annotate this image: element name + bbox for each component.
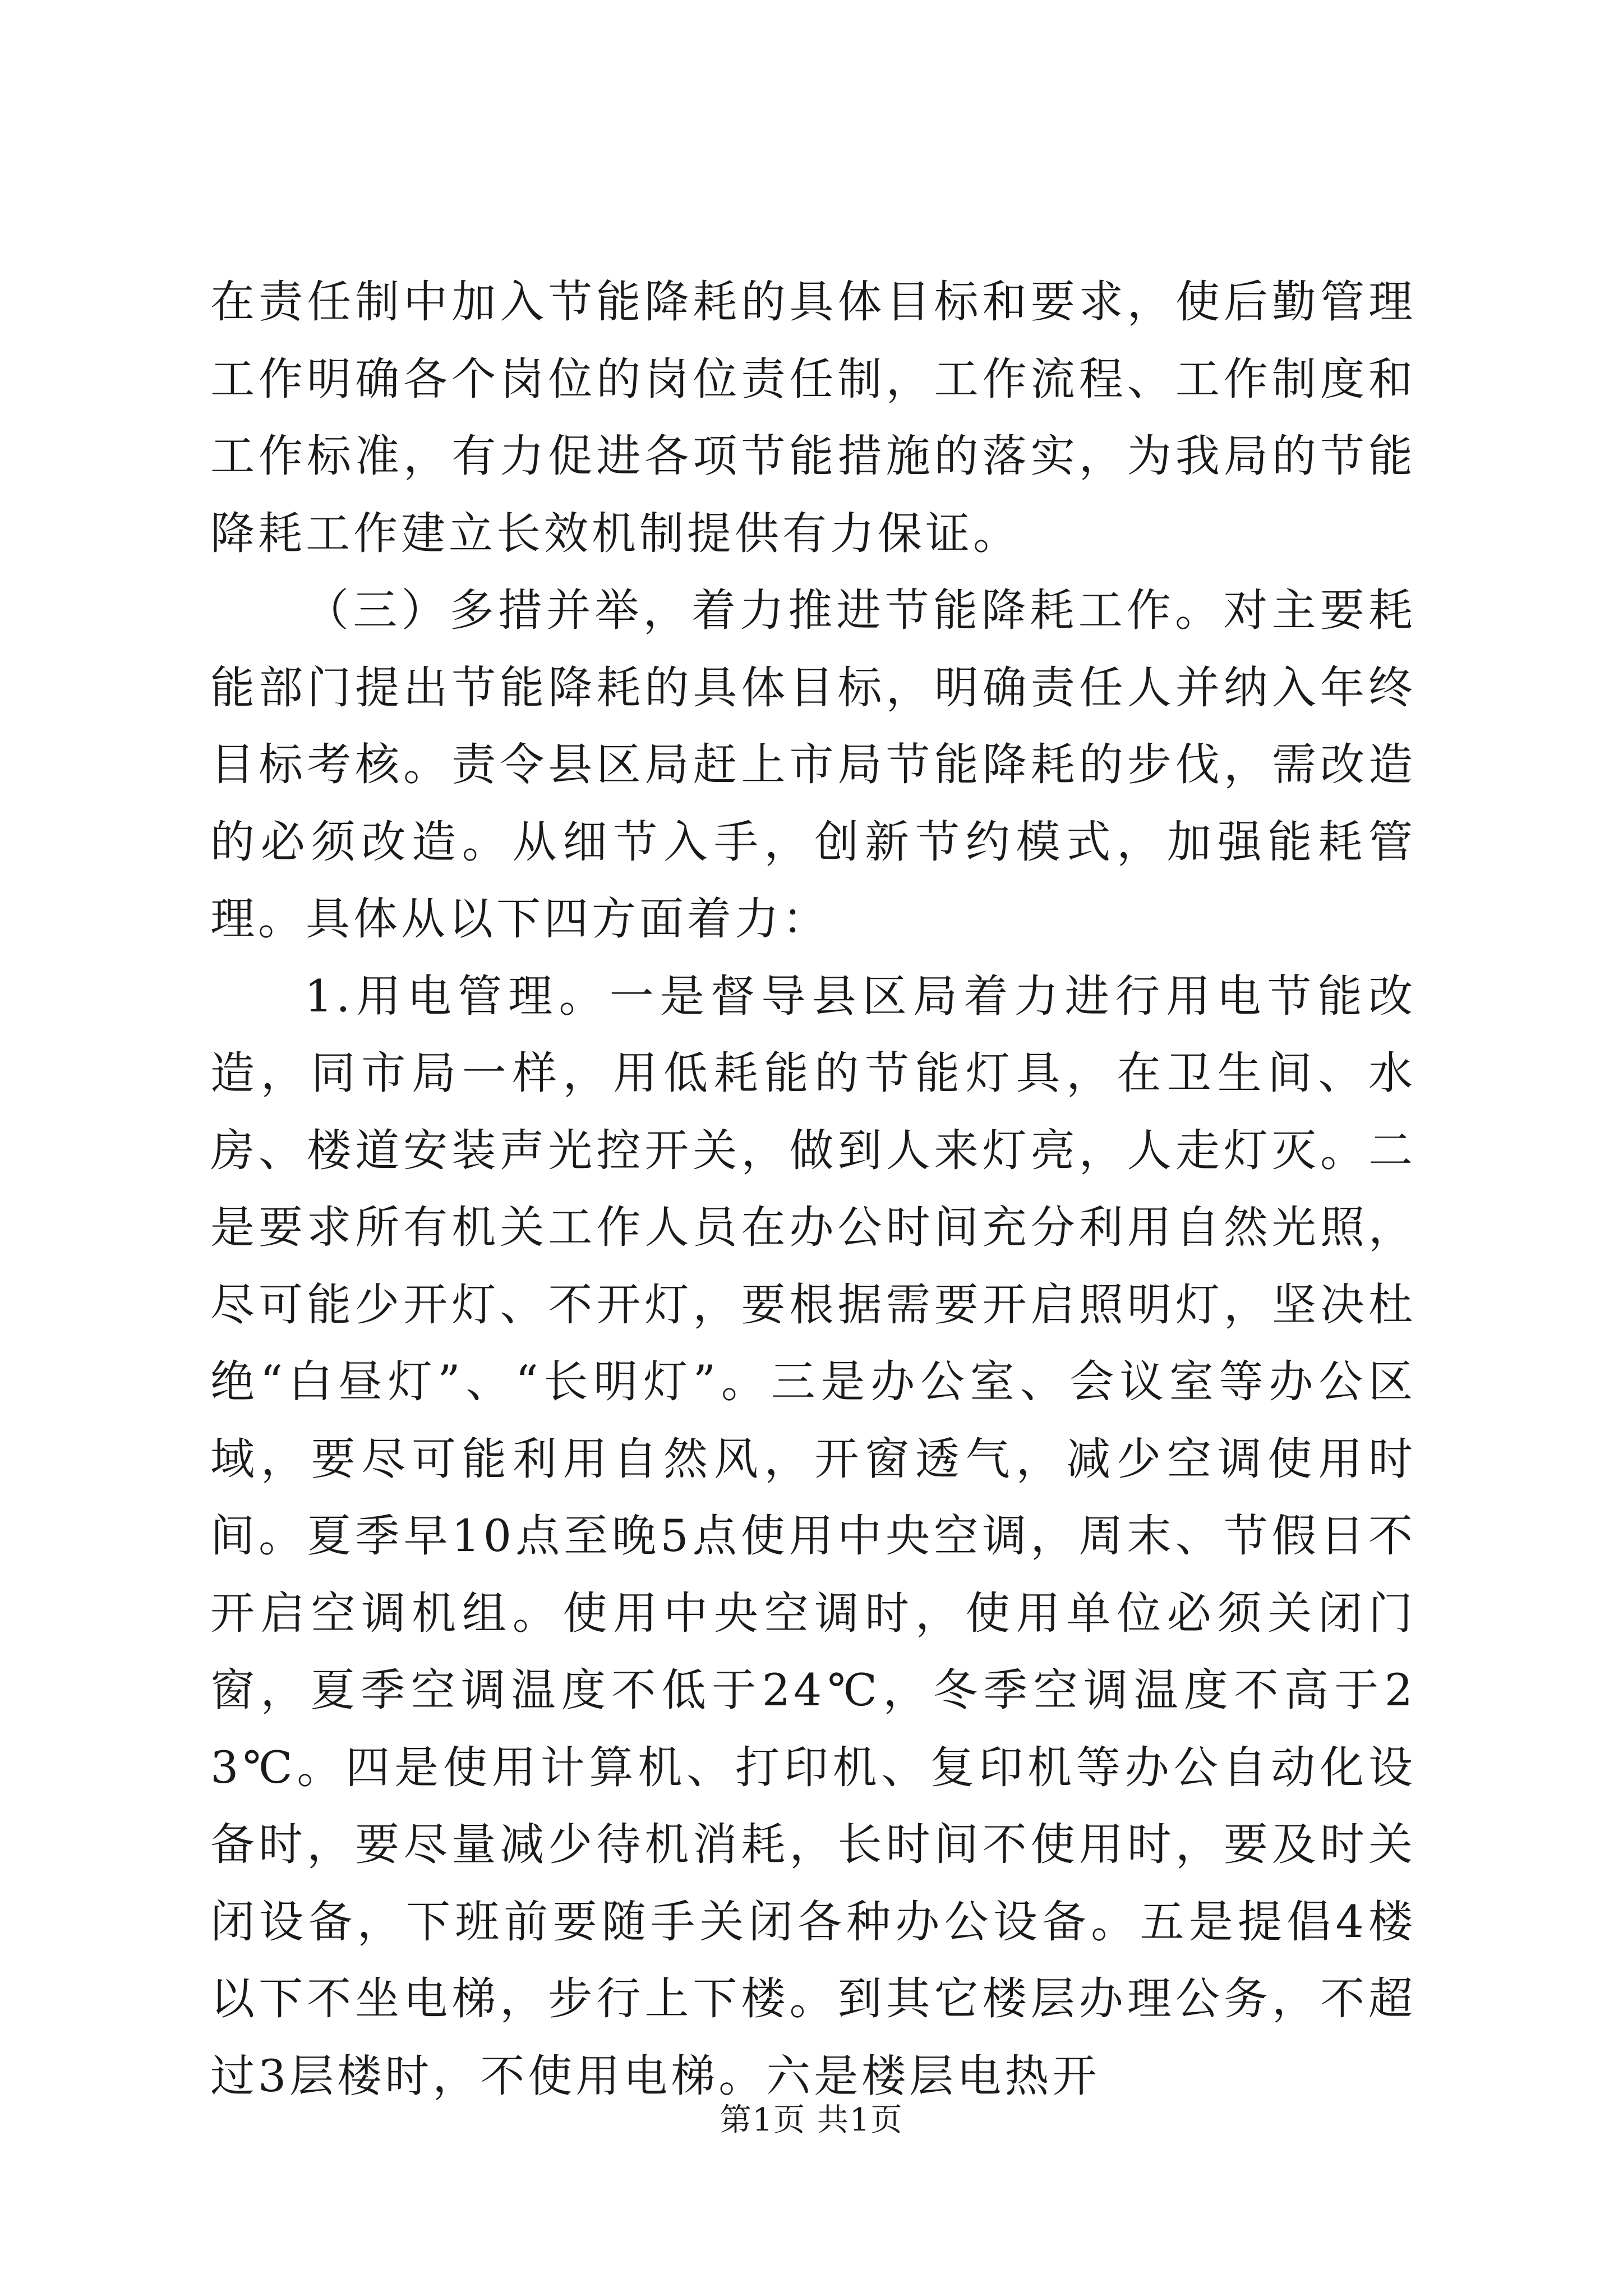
paragraph-responsibility: 在责任制中加入节能降耗的具体目标和要求，使后勤管理工作明确各个岗位的岗位责任制，工作流程、工作制度和工作标准，有力促进各项节能措施的落实，为我局的节能降耗工作建立长效机制提供有力保证。 bbox=[210, 276, 1416, 559]
paragraph-electricity-management: 1.用电管理。一是督导县区局着力进行用电节能改造，同市局一样，用低耗能的节能灯具，在卫生间、水房、楼道安装声光控开关，做到人来灯亮，人走灯灭。二是要求所有机关工作人员在办公时间充分利用自然光照，尽可能少开灯、不开灯，要根据需要开启照明灯，坚决杜绝“白昼灯”、“长明灯”。三是办公室、会议室等办公区域，要尽可能利用自然风，开窗透气，减少空调使用时间。夏季早10点至晚5点使用中央空调，周末、节假日不开启空调机组。使用中央空调时，使用单位必须关闭门窗，夏季空调温度不低于24℃，冬季空调温度不高于23℃。四是使用计算机、打印机、复印机等办公自动化设备时，要尽量减少待机消耗，长时间不使用时，要及时关闭设备，下班前要随手关闭各种办公设备。五是提倡4楼以下不坐电梯，步行上下楼。到其它楼层办理公务，不超过3层楼时，不使用电梯。六是楼层电热开 bbox=[210, 970, 1416, 2102]
page-footer: 第1页 共1页 bbox=[720, 2102, 903, 2138]
body-text bbox=[210, 264, 1416, 2115]
paragraph-section-three: （三）多措并举，着力推进节能降耗工作。对主要耗能部门提出节能降耗的具体目标，明确责任人并纳入年终目标考核。责令县区局赶上市局节能降耗的步伐，需改造的必须改造。从细节入手，创新节约模式，加强能耗管理。具体从以下四方面着力： bbox=[210, 585, 1416, 945]
